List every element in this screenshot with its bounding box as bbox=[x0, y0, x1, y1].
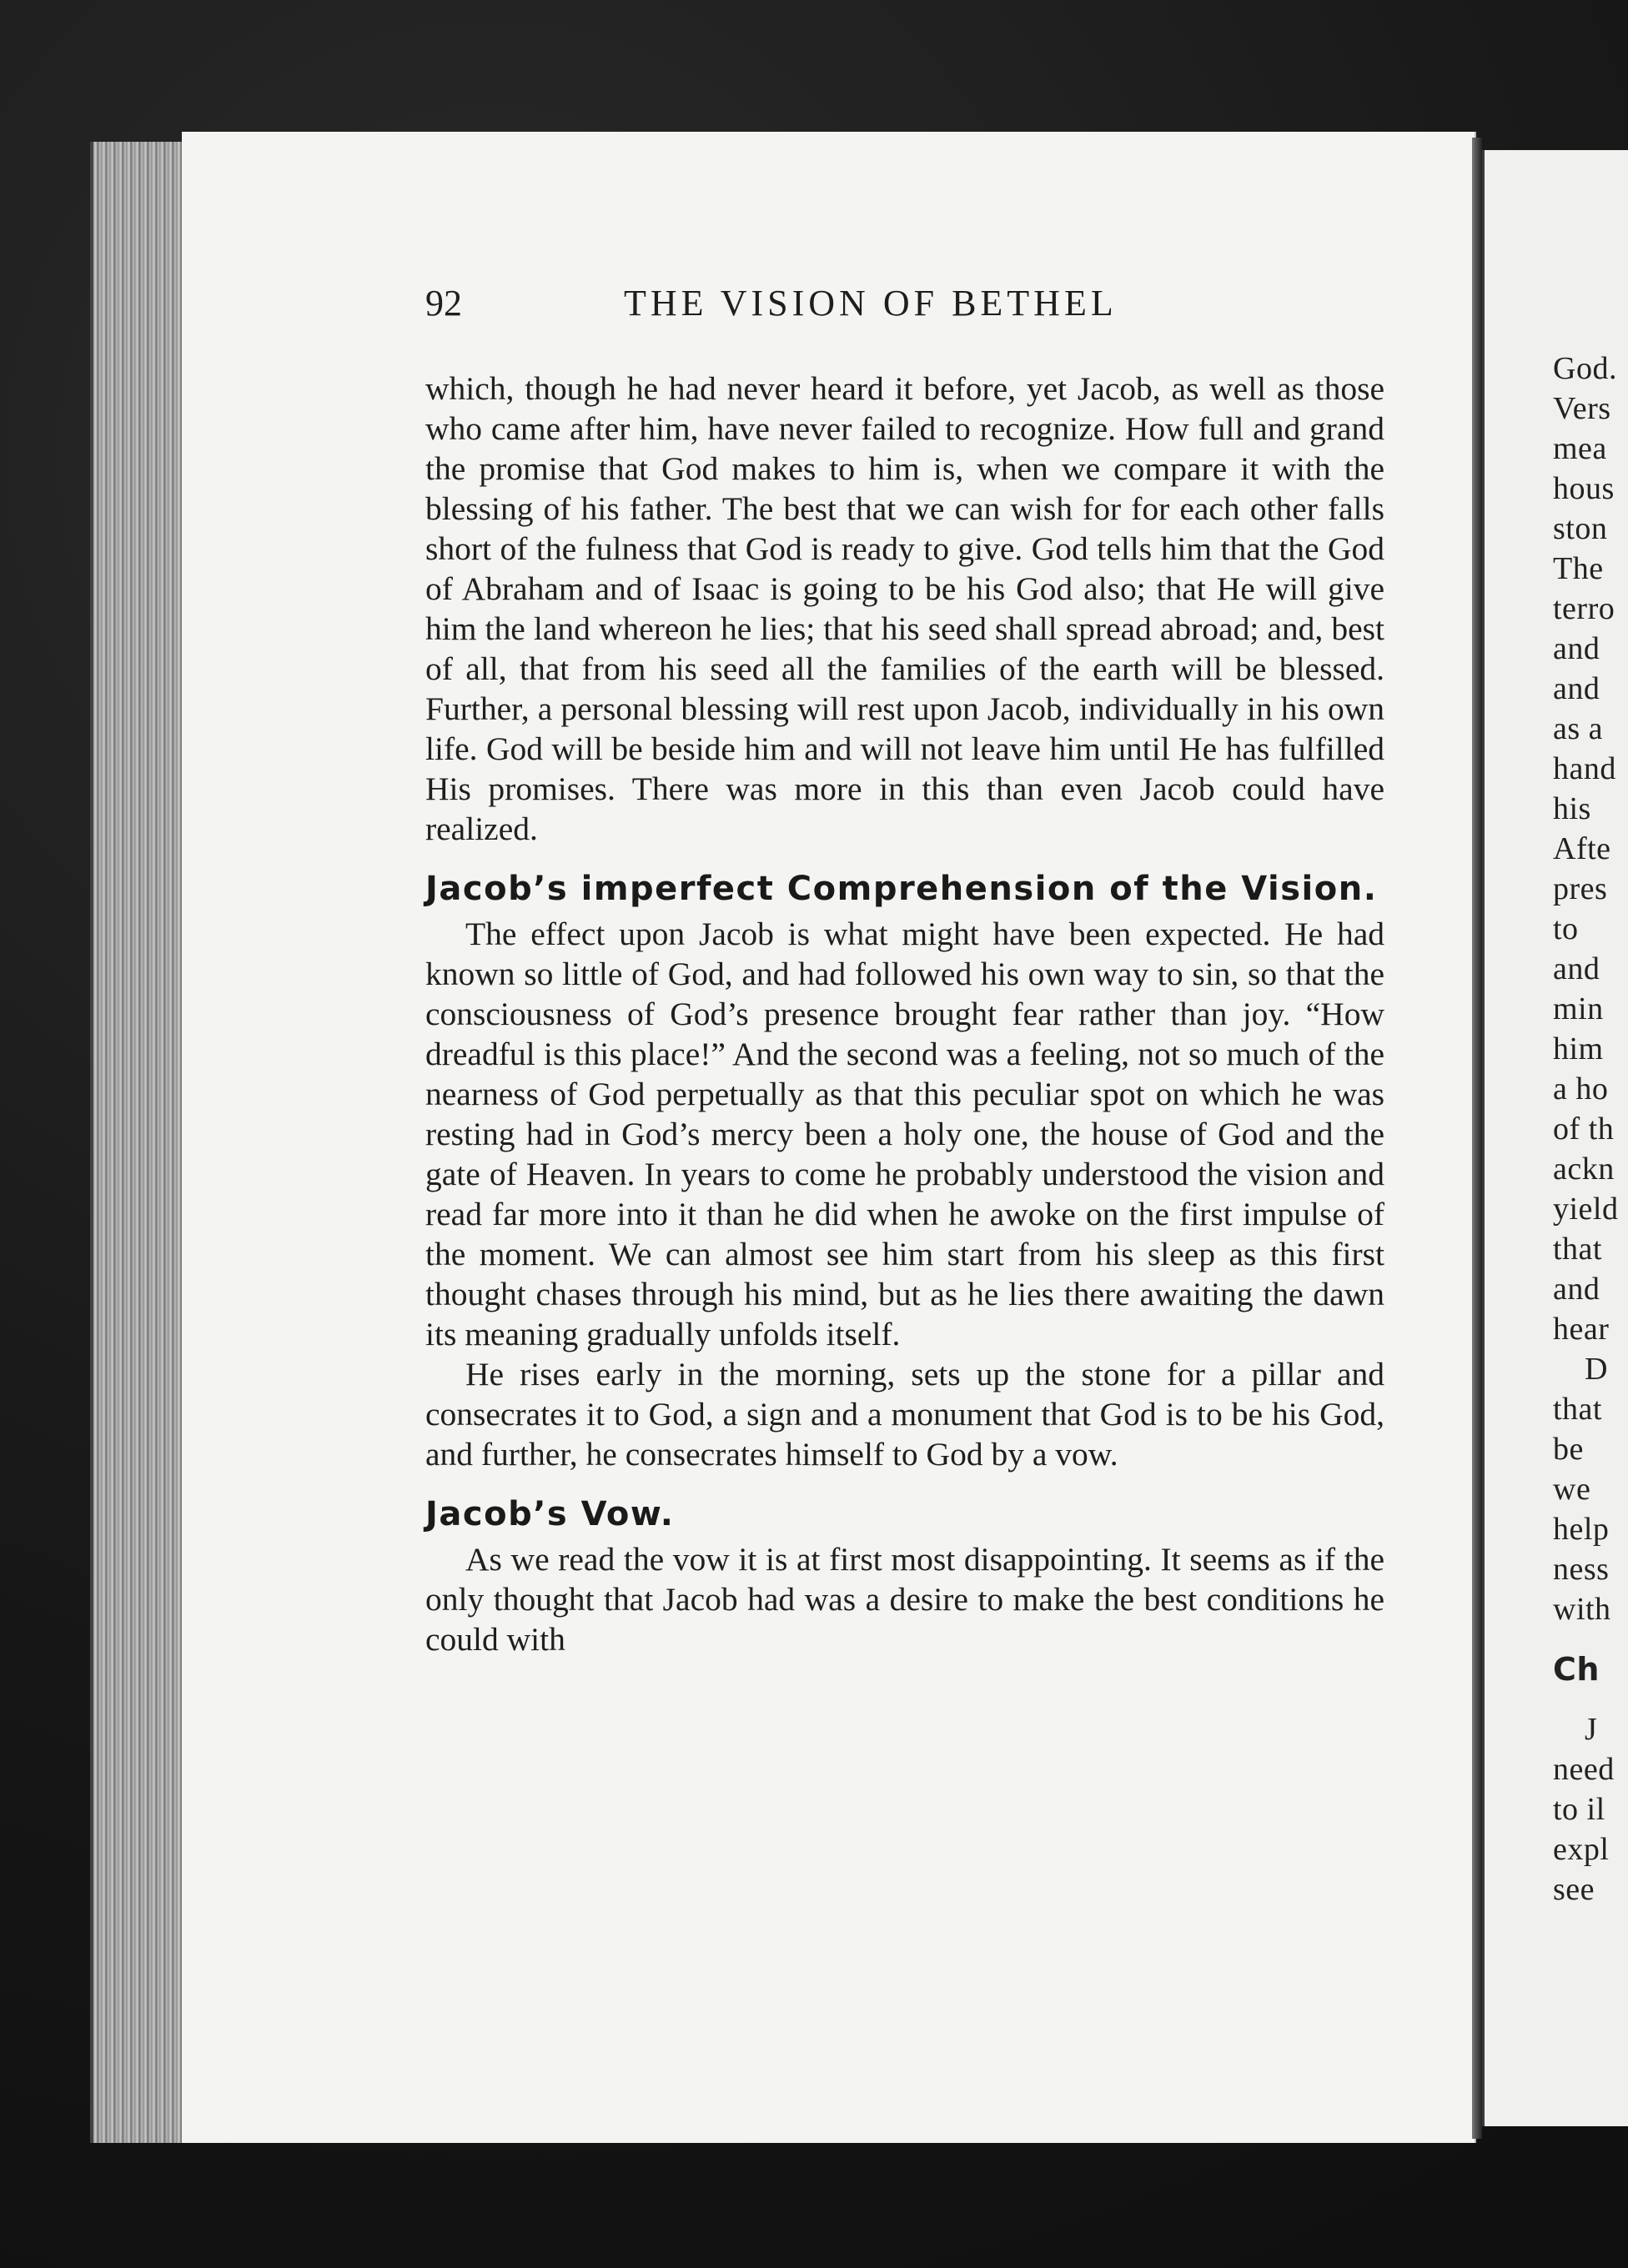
facing-line: to il bbox=[1553, 1792, 1605, 1827]
paragraph: As we read the vow it is at first most disappointing. It seems as if the only thought that Jacob had was a desire to make the best conditions he could with bbox=[425, 1541, 1384, 1658]
paragraph: The effect upon Jacob is what might have been expected. He had known so little of God, and had followed his own way to sin, so that the consciousness of God’s presence brought fear rather than joy. “How dreadful is this place!” And the second was a feeling, not so much of the nearness of God perpetually as that this peculiar spot on which he was resting had in God’s mercy been a holy one, the house of God and the gate of Heaven. In years to come he probably understood the vision and read far more into it than he did when he awoke on the first impulse of the moment. We can almost see him start from his sleep as this first thought chases through his mind, but as he lies there awaiting the dawn its meaning gradually unfolds itself. bbox=[425, 916, 1384, 1352]
facing-line: ston bbox=[1553, 511, 1608, 546]
section-heading: Jacob’s Vow. bbox=[425, 1495, 675, 1533]
facing-line: God. bbox=[1553, 351, 1617, 386]
facing-line: pres bbox=[1553, 871, 1608, 906]
facing-line: J bbox=[1585, 1712, 1598, 1747]
facing-line: min bbox=[1553, 991, 1604, 1026]
facing-line: and bbox=[1553, 951, 1600, 986]
facing-line: Afte bbox=[1553, 831, 1611, 866]
paragraph: which, though he had never heard it before, yet Jacob, as well as those who came after him, have never failed to recognize. How full and grand the promise that God makes to him is, when we compare it with the blessing of his father. The best that we can wish for for each other falls short of the fulness that God is ready to give. God tells him that the God of Abraham and of Isaac is going to be his God also; that He will give him the land whereon he lies; that his seed shall spread abroad; and, best of all, that from his seed all the families of the earth will be blessed. Further, a personal blessing will rest upon Jacob, individually in his own life. God will be beside him and will not leave him until He has fulfilled His promises. There was more in this than even Jacob could have realized. bbox=[425, 370, 1384, 847]
facing-line: and bbox=[1553, 1272, 1600, 1307]
facing-line: ackn bbox=[1553, 1152, 1615, 1187]
facing-line: to bbox=[1553, 911, 1579, 946]
facing-line: terro bbox=[1553, 591, 1615, 626]
facing-line: that bbox=[1553, 1392, 1602, 1427]
facing-line: expl bbox=[1553, 1832, 1610, 1867]
facing-line: D bbox=[1585, 1352, 1608, 1387]
facing-line: need bbox=[1553, 1752, 1615, 1787]
facing-line: with bbox=[1553, 1592, 1611, 1627]
page-number: 92 bbox=[425, 283, 462, 324]
book-page-edges bbox=[90, 142, 185, 2143]
running-head bbox=[425, 282, 1393, 332]
facing-line: mea bbox=[1553, 431, 1607, 466]
facing-line: of th bbox=[1553, 1111, 1615, 1147]
facing-line: a ho bbox=[1553, 1071, 1609, 1106]
facing-line: hear bbox=[1553, 1312, 1610, 1347]
facing-line: hous bbox=[1553, 471, 1615, 506]
facing-line: see bbox=[1553, 1872, 1595, 1907]
running-head-title: THE VISION OF BETHEL bbox=[624, 283, 1118, 324]
section-heading: Jacob’s imperfect Comprehension of the Vision. bbox=[425, 870, 1378, 908]
facing-line: Vers bbox=[1553, 391, 1611, 426]
facing-line: help bbox=[1553, 1512, 1610, 1547]
paragraph: He rises early in the morning, sets up the stone for a pillar and consecrates it to God, a sign and a monument that God is to be his God, and further, he consecrates himself to God by a vow. bbox=[425, 1356, 1384, 1473]
facing-line: ness bbox=[1553, 1552, 1610, 1587]
book-gutter bbox=[1472, 138, 1482, 2139]
facing-heading: Ch bbox=[1553, 1651, 1600, 1688]
facing-line: and bbox=[1553, 631, 1600, 666]
facing-line: be bbox=[1553, 1432, 1584, 1467]
main-text bbox=[425, 369, 1384, 1659]
facing-line: him bbox=[1553, 1031, 1604, 1066]
facing-line: his bbox=[1553, 791, 1591, 826]
facing-line: The bbox=[1553, 551, 1604, 586]
facing-page bbox=[1482, 150, 1628, 2126]
facing-line: yield bbox=[1553, 1192, 1619, 1227]
facing-line: as a bbox=[1553, 711, 1604, 746]
facing-line: that bbox=[1553, 1232, 1602, 1267]
facing-line: hand bbox=[1553, 751, 1616, 786]
facing-line: and bbox=[1553, 671, 1600, 706]
facing-line: we bbox=[1553, 1472, 1591, 1507]
